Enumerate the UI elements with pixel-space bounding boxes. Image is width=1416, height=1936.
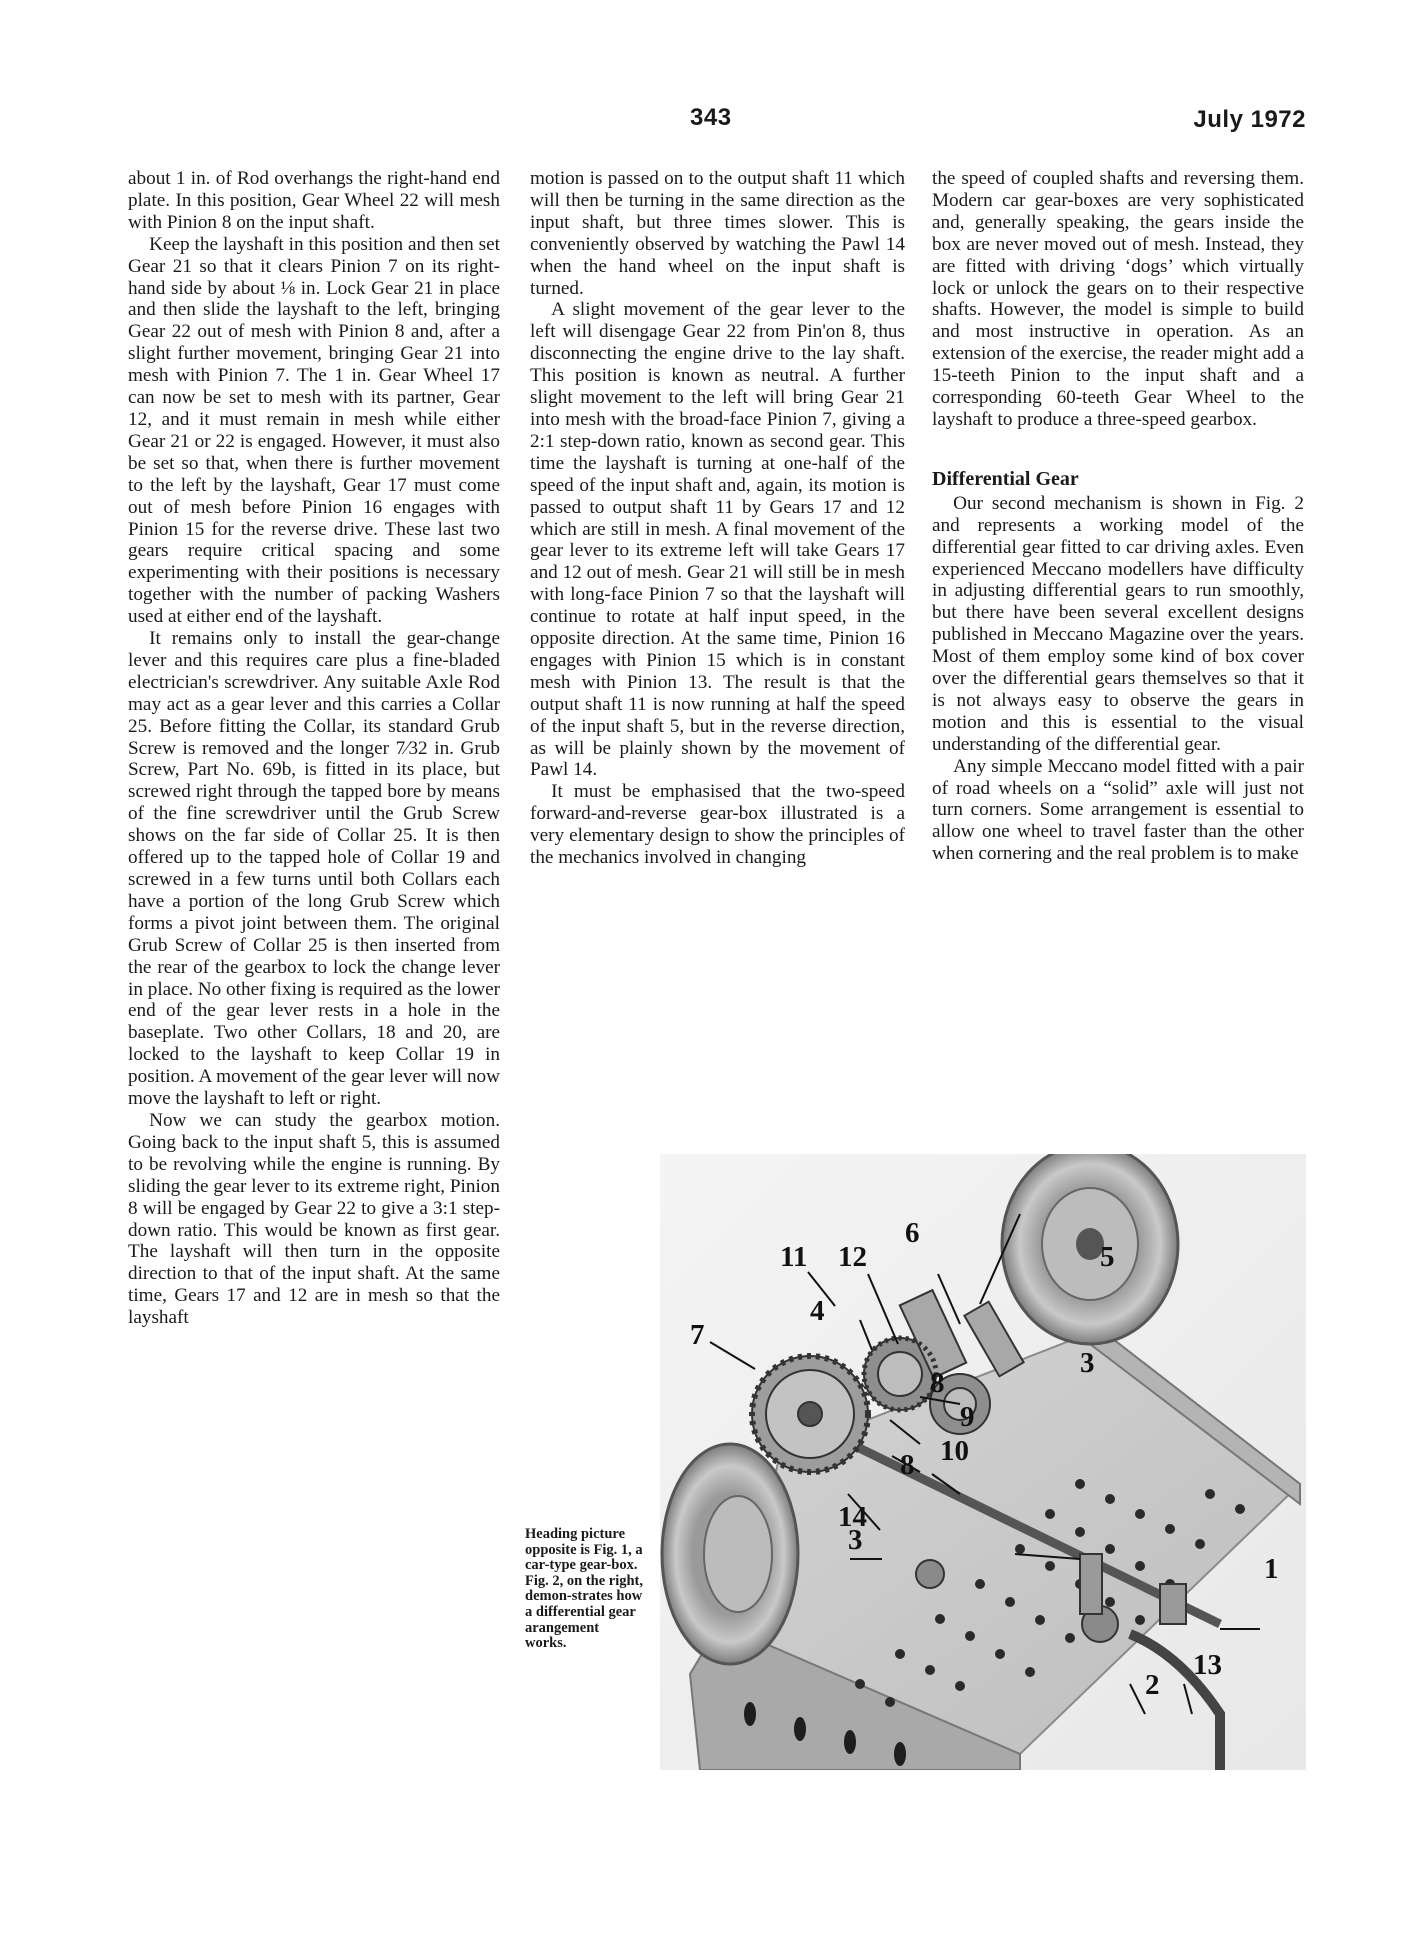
fig-label-5: 5 [1100,1241,1115,1273]
fig-label-10: 10 [940,1435,969,1467]
figure-caption: Heading picture opposite is Fig. 1, a car-type gear-box. Fig. 2, on the right, demon-strates how a differential gear arangement works. [525,1526,644,1652]
fig-label-12: 12 [838,1241,867,1273]
fig-label-3: 3 [1080,1347,1095,1379]
paragraph: It remains only to install the gear-change lever and this requires care plus a fine-bladed electrician's screwdriver. Any suitable Axle Rod may act as a gear lever and this carries a Collar 25. Before fitting the Collar, its standard Grub Screw is removed and the longer 7⁄32 in. Grub Screw, Part No. 69b, is fitted in its place, but screwed right through the tapped bore by means of the fine screwdriver until the Grub Screw shows on the far side of Collar 25. It is then offered up to the tapped hole of Collar 19 and screwed in a few turns until both Collars each have a portion of the long Grub Screw which forms a pivot joint between them. The original Grub Screw of Collar 25 is then inserted from the rear of the gearbox to lock the change lever in place. No other fixing is required as the lower end of the gear lever rests in a hole in the baseplate. Two other Collars, 18 and 20, are locked to the layshaft to keep Collar 19 in position. A movement of the gear lever will now move the layshaft to left or right. [128,628,500,1110]
paragraph: Any simple Meccano model fitted with a pair of road wheels on a “solid” axle will just not turn corners. Some arrangement is essential to allow one wheel to travel faster than the other when cornering and the real problem is to make [932,755,1304,865]
paragraph: about 1 in. of Rod overhangs the right-hand end plate. In this position, Gear Wheel 22 will mesh with Pinion 8 on the input shaft. [128,168,500,233]
section-heading: Differential Gear [932,467,1079,490]
paragraph: Our second mechanism is shown in Fig. 2 and represents a working model of the differential gear fitted to car driving axles. Even experienced Meccano modellers have difficulty in adjusting differential gears to run smoothly, but there have been several excellent designs published in Meccano Magazine over the years. Most of them employ some kind of box cover over the differential gears themselves so that it is not always easy to observe the gears in motion and this is essential to the visual understanding of the differential gear. [932,492,1304,755]
article-column-3 [932,168,1304,865]
paragraph: the speed of coupled shafts and reversing them. Modern car gear-boxes are very sophisticated and, generally speaking, the gears inside the box are never moved out of mesh. Instead, they are fitted with driving ‘dogs’ which virtually lock or unlock the gears on to their respective shafts. However, the model is simple to build and most instructive in operation. As an extension of the exercise, the reader might add a 15-teeth Pinion to the input shaft and a corresponding 60-teeth Gear Wheel to the layshaft to produce a three-speed gearbox. [932,168,1304,430]
page-number: 343 [690,104,732,131]
article-column-2 [530,168,905,869]
differential-gear-photo [660,1154,1306,1770]
fig-label-11: 11 [780,1241,808,1273]
fig-label-9: 9 [960,1401,975,1433]
fig-label-8: 8 [930,1367,945,1399]
fig-label-8b: 8 [900,1449,915,1481]
paragraph: motion is passed on to the output shaft 11 which will then be turning in the same direction as the input shaft, but three times slower. This is conveniently observed by watching the Pawl 14 when the hand wheel on the input shaft is turned. [530,168,905,299]
fig-label-7: 7 [690,1319,705,1351]
paragraph: It must be emphasised that the two-speed forward-and-reverse gear-box illustrated is a very elementary design to show the principles of the mechanics involved in changing [530,781,905,869]
fig-label-2: 2 [1145,1669,1160,1701]
paragraph: A slight movement of the gear lever to the left will disengage Gear 22 from Pin'on 8, thus disconnecting the engine drive to the lay shaft. This position is known as neutral. A further slight movement to the left will bring Gear 21 into mesh with the broad-face Pinion 7, giving a 2:1 step-down ratio, known as second gear. This time the layshaft is turning at one-half of the speed of the input shaft and, again, its motion is passed to output shaft 11 by Gears 17 and 12 which are still in mesh. A final movement of the gear lever to its extreme left will take Gears 17 and 12 out of mesh. Gear 21 will still be in mesh with long-face Pinion 7 so that the layshaft will continue to rotate at half input speed, in the opposite direction. At the same time, Pinion 16 engages with Pinion 15 which is in constant mesh with Pinion 13. The result is that the output shaft 11 is now running at half the speed of the input shaft 5, but in the reverse direction, as will be plainly shown by the movement of Pawl 14. [530,299,905,781]
fig-label-6: 6 [905,1217,920,1249]
issue-date: July 1972 [1193,106,1306,133]
paragraph: Now we can study the gearbox motion. Going back to the input shaft 5, this is assumed to be revolving while the engine is running. By sliding the gear lever to its extreme right, Pinion 8 will be engaged by Gear 22 to give a 3:1 step-down ratio. This would be known as first gear. The layshaft will then turn in the opposite direction to that of the input shaft. At the same time, Gears 17 and 12 are in mesh so that the layshaft [128,1109,500,1329]
fig-label-3b: 3 [848,1524,863,1556]
article-column-1 [128,168,500,1329]
fig-label-4: 4 [810,1295,825,1327]
paragraph: Keep the layshaft in this position and then set Gear 21 so that it clears Pinion 7 on its right-hand side by about ⅛ in. Lock Gear 21 in place and then slide the layshaft to the left, bringing Gear 22 out of mesh with Pinion 8 and, after a slight further movement, bringing Gear 21 into mesh with Pinion 7. The 1 in. Gear Wheel 17 can now be set to mesh with its partner, Gear 12, and it must remain in mesh while either Gear 21 or 22 is engaged. However, it must also be set so that, when there is further movement to the left by the layshaft, Gear 17 must come out of mesh before Pinion 16 engages with Pinion 15 for the reverse drive. These last two gears require critical spacing and some experimenting with their positions is necessary together with the number of packing Washers used at either end of the layshaft. [128,233,500,628]
fig-label-1: 1 [1264,1553,1279,1585]
fig-label-14: 14 [838,1501,867,1533]
fig-label-13: 13 [1193,1649,1222,1681]
